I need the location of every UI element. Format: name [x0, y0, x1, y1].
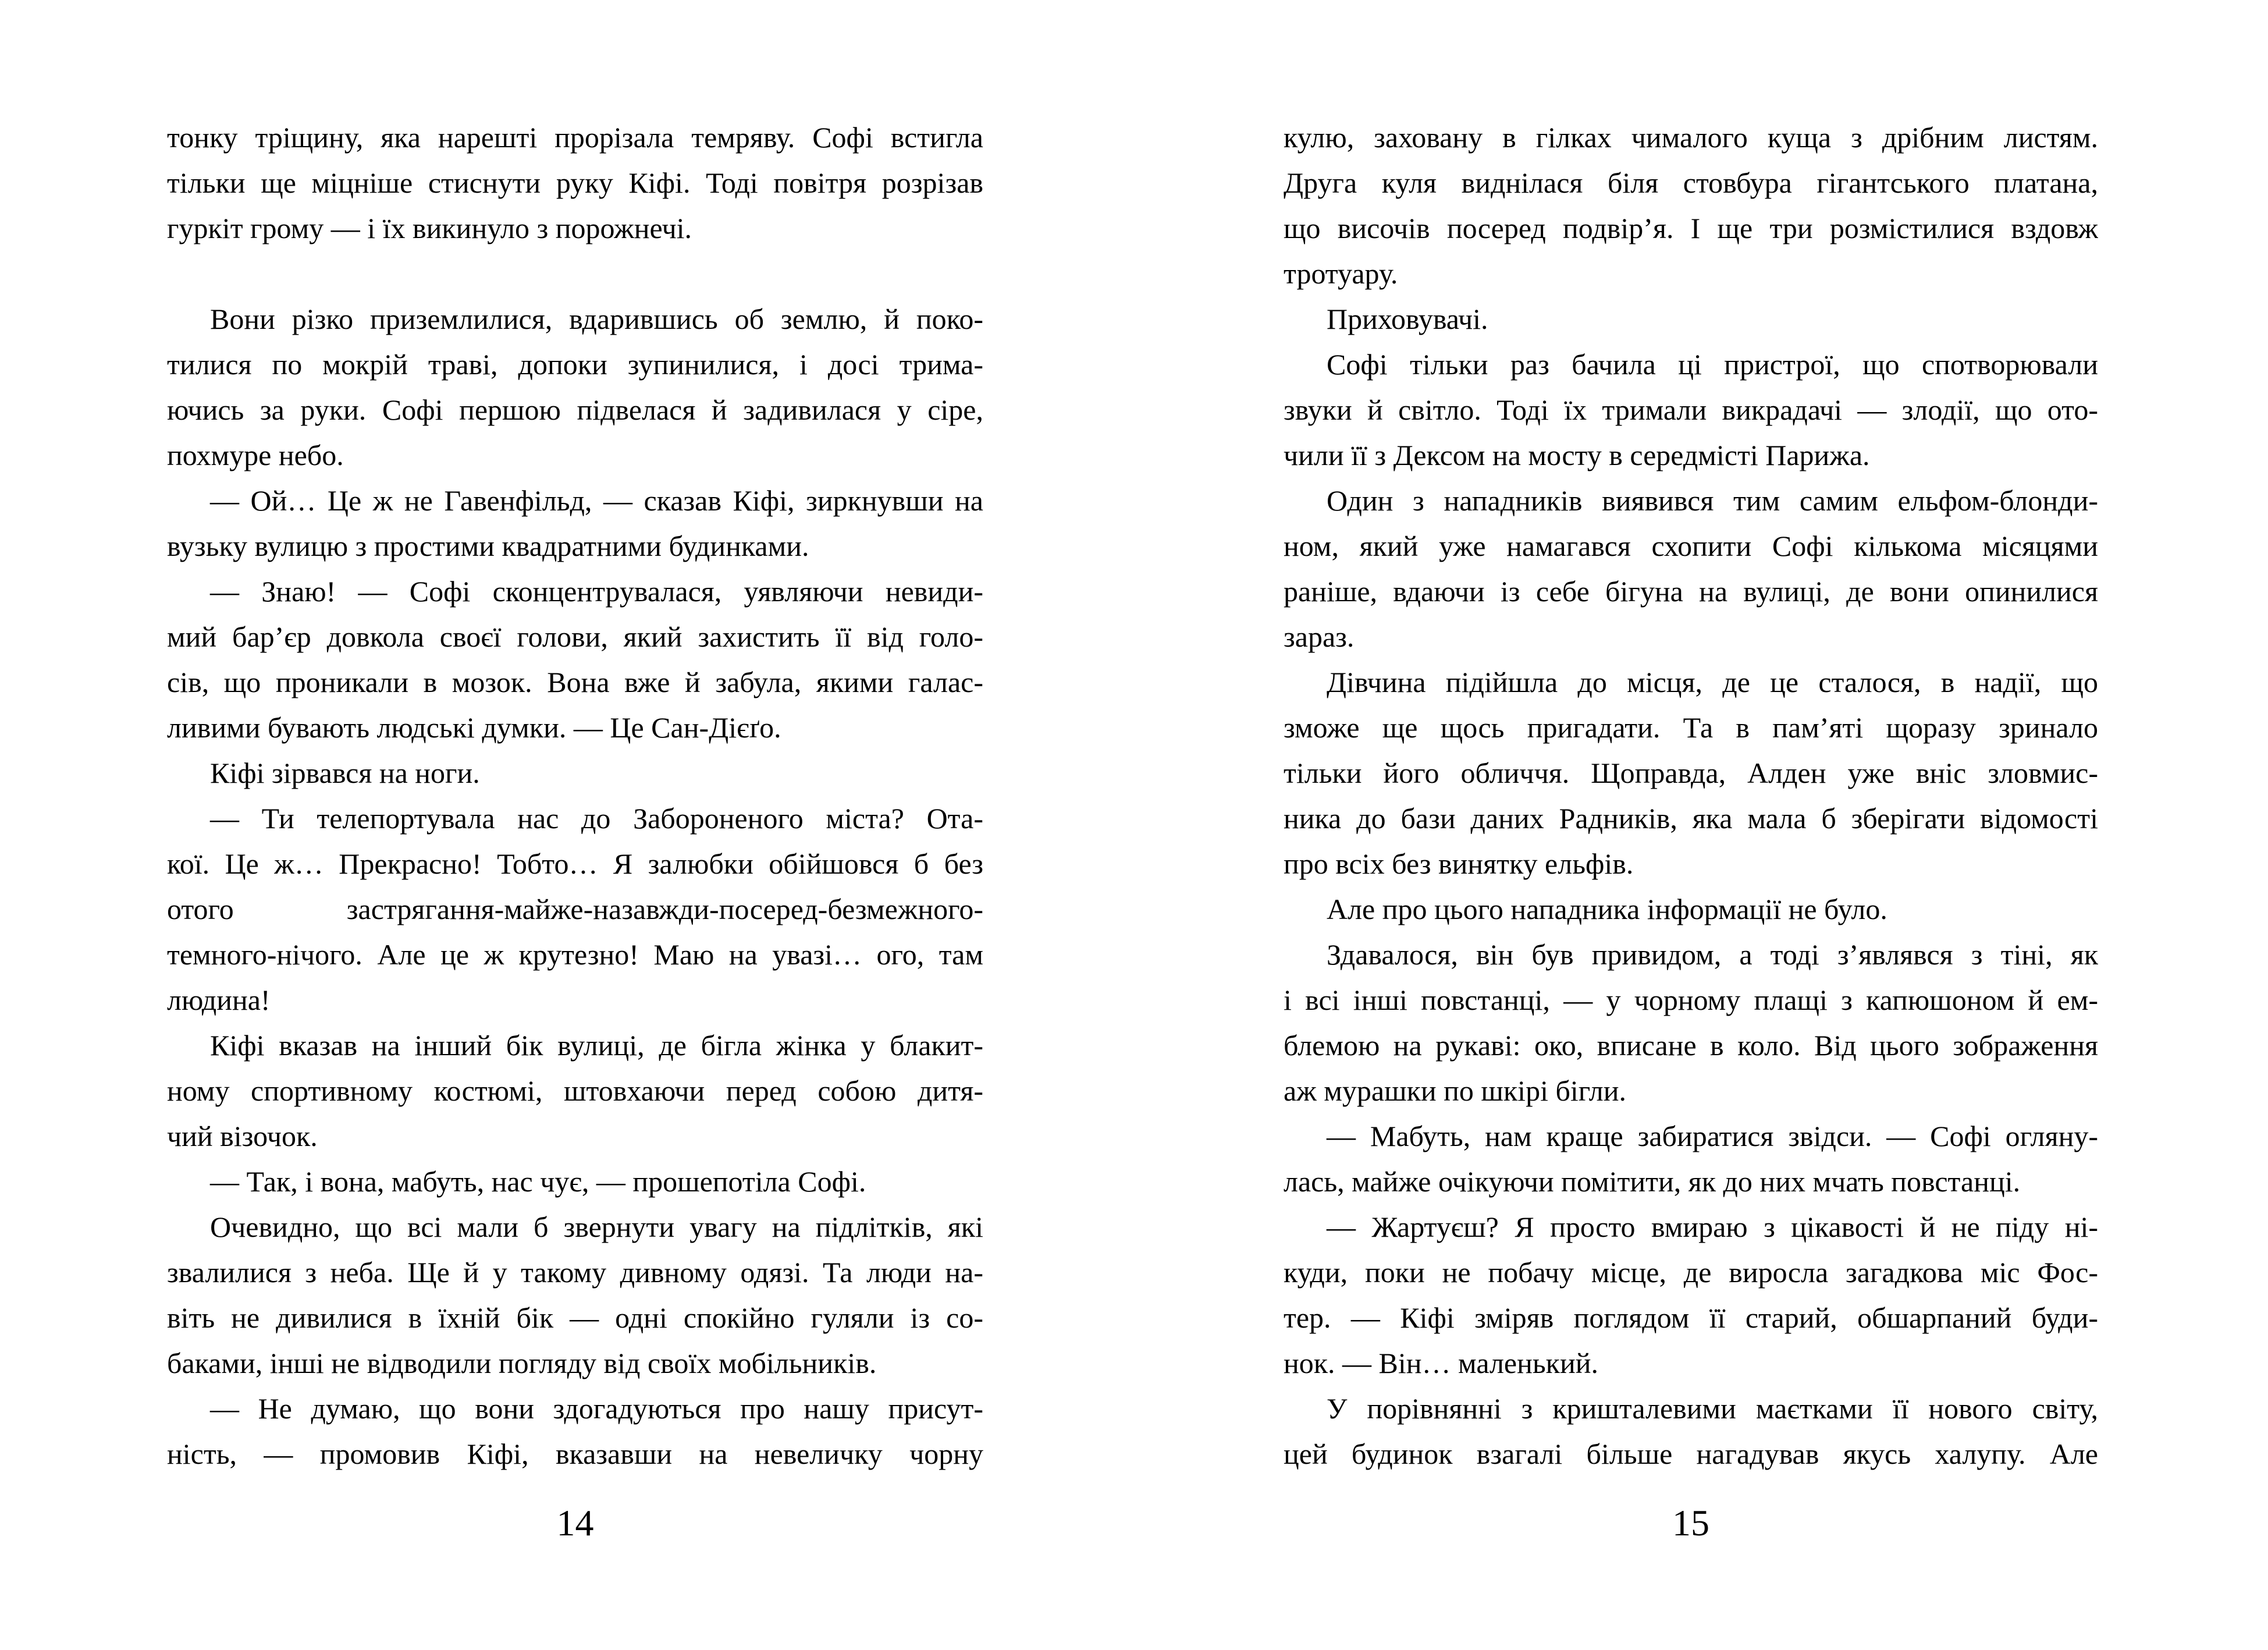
text-line: ність, — промовив Кіфі, вказавши на невеличку чорну: [167, 1438, 983, 1470]
text-line: тилися по мокрій траві, допоки зупинилися, і досі трима-: [167, 348, 983, 381]
text-line: Приховувачі.: [1327, 303, 1488, 335]
text-line: чили її з Дексом на мосту в середмісті Парижа.: [1284, 439, 1870, 471]
page-right-text: [1284, 115, 2098, 1477]
text-line: звалилися з неба. Ще й у такому дивному одязі. Та люди на-: [167, 1256, 983, 1289]
text-line: нок. — Він… маленький.: [1284, 1347, 1598, 1379]
text-line: — Жартуєш? Я просто вмираю з цікавості й не піду ні-: [1327, 1211, 2098, 1243]
text-line: куди, поки не побачу місце, де виросла загадкова міс Фос-: [1284, 1256, 2098, 1289]
page-left-text: [167, 115, 983, 1477]
page-right: [1284, 0, 2098, 1650]
text-line: — Знаю! — Софі сконцентрувалася, уявляючи невиди-: [210, 575, 983, 608]
text-line: віть не дивилися в їхній бік — одні спокійно гуляли із со-: [167, 1301, 983, 1334]
text-line: Кіфі зірвався на ноги.: [210, 757, 480, 789]
text-line: вузьку вулицю з простими квадратними будинками.: [167, 530, 809, 562]
text-line: лась, майже очікуючи помітити, як до них мчать повстанці.: [1284, 1165, 2021, 1198]
text-line: тер. — Кіфі зміряв поглядом її старий, обшарпаний буди-: [1284, 1301, 2098, 1334]
text-line: Друга куля виднілася біля стовбура гігантського платана,: [1284, 166, 2098, 199]
page-left: [167, 0, 983, 1650]
text-line: ючись за руки. Софі першою підвелася й задивилася у сіре,: [167, 393, 983, 426]
text-line: блемою на рукаві: око, вписане в коло. Від цього зображення: [1284, 1029, 2098, 1062]
text-line: звуки й світло. Тоді їх тримали викрадачі — злодії, що ото-: [1284, 393, 2098, 426]
text-line: тонку тріщину, яка нарешті прорізала темряву. Софі встигла: [167, 121, 983, 154]
text-line: — Ти телепортувала нас до Забороненого міста? Ота-: [210, 802, 983, 835]
text-line: зможе ще щось пригадати. Та в пам’яті щоразу зринало: [1284, 711, 2098, 744]
text-line: Софі тільки раз бачила ці пристрої, що спотворювали: [1327, 348, 2098, 381]
blank-line: [167, 251, 983, 296]
text-line: ливими бувають людські думки. — Це Сан-Дієґо.: [167, 711, 781, 744]
text-line: Дівчина підійшла до місця, де це сталося, в надії, що: [1327, 666, 2098, 698]
text-line: мий бар’єр довкола своєї голови, який захистить її від голо-: [167, 620, 983, 653]
text-line: У порівнянні з кришталевими маєтками її нового світу,: [1327, 1392, 2098, 1425]
text-line: про всіх без винятку ельфів.: [1284, 847, 1634, 880]
text-line: — Мабуть, нам краще забиратися звідси. — Софі огляну-: [1327, 1120, 2098, 1152]
text-line: раніше, вдаючи із себе бігуна на вулиці, де вони опинилися: [1284, 575, 2098, 608]
text-line: що височів посеред подвір’я. І ще три розмістилися вздовж: [1284, 212, 2098, 244]
text-line: аж мурашки по шкірі бігли.: [1284, 1074, 1626, 1107]
text-line: і всі інші повстанці, — у чорному плащі з капюшоном й ем-: [1284, 984, 2098, 1016]
text-line: тротуару.: [1284, 257, 1398, 290]
text-line: ному спортивному костюмі, штовхаючи перед собою дитя-: [167, 1074, 983, 1107]
text-line: людина!: [167, 984, 271, 1016]
text-line: гуркіт грому — і їх викинуло з порожнечі.: [167, 212, 692, 244]
text-line: темного-нічого. Але це ж крутезно! Маю на увазі… ого, там: [167, 938, 983, 971]
text-line: Вони різко приземлилися, вдарившись об землю, й поко-: [210, 303, 983, 335]
text-line: — Так, і вона, мабуть, нас чує, — прошепотіла Софі.: [210, 1165, 866, 1198]
text-line: Кіфі вказав на інший бік вулиці, де бігла жінка у блакит-: [210, 1029, 983, 1062]
text-line: кої. Це ж… Прекрасно! Тобто… Я залюбки обійшовся б без: [167, 847, 983, 880]
text-line: ном, який уже намагався схопити Софі кількома місяцями: [1284, 530, 2098, 562]
text-line: Здавалося, він був привидом, а тоді з’являвся з тіні, як: [1327, 938, 2098, 971]
text-line: отого застрягання-майже-назавжди-посеред-безмежного-: [167, 893, 983, 925]
text-line: Але про цього нападника інформації не було.: [1327, 893, 1887, 925]
text-line: — Не думаю, що вони здогадуються про нашу присут-: [210, 1392, 983, 1425]
text-line: Один з нападників виявився тим самим ельфом-блонди-: [1327, 484, 2098, 517]
text-line: сів, що проникали в мозок. Вона вже й забула, якими галас-: [167, 666, 983, 698]
text-line: тільки ще міцніше стиснути руку Кіфі. Тоді повітря розрізав: [167, 166, 983, 199]
page-number-right: 15: [1672, 1502, 1709, 1543]
text-line: зараз.: [1284, 620, 1355, 653]
text-line: баками, інші не відводили погляду від своїх мобільників.: [167, 1347, 877, 1379]
text-line: ника до бази даних Радників, яка мала б зберігати відомості: [1284, 802, 2098, 835]
text-line: цей будинок взагалі більше нагадував якусь халупу. Але: [1284, 1438, 2098, 1470]
text-line: Очевидно, що всі мали б звернути увагу на підлітків, які: [210, 1211, 983, 1243]
page-number-left: 14: [556, 1502, 594, 1543]
text-line: — Ой… Це ж не Гавенфільд, — сказав Кіфі, зиркнувши на: [210, 484, 983, 517]
text-line: чий візочок.: [167, 1120, 318, 1152]
text-line: кулю, заховану в гілках чималого куща з дрібним листям.: [1284, 121, 2098, 154]
text-line: тільки його обличчя. Щоправда, Алден уже вніс зловмис-: [1284, 757, 2098, 789]
text-line: похмуре небо.: [167, 439, 344, 471]
